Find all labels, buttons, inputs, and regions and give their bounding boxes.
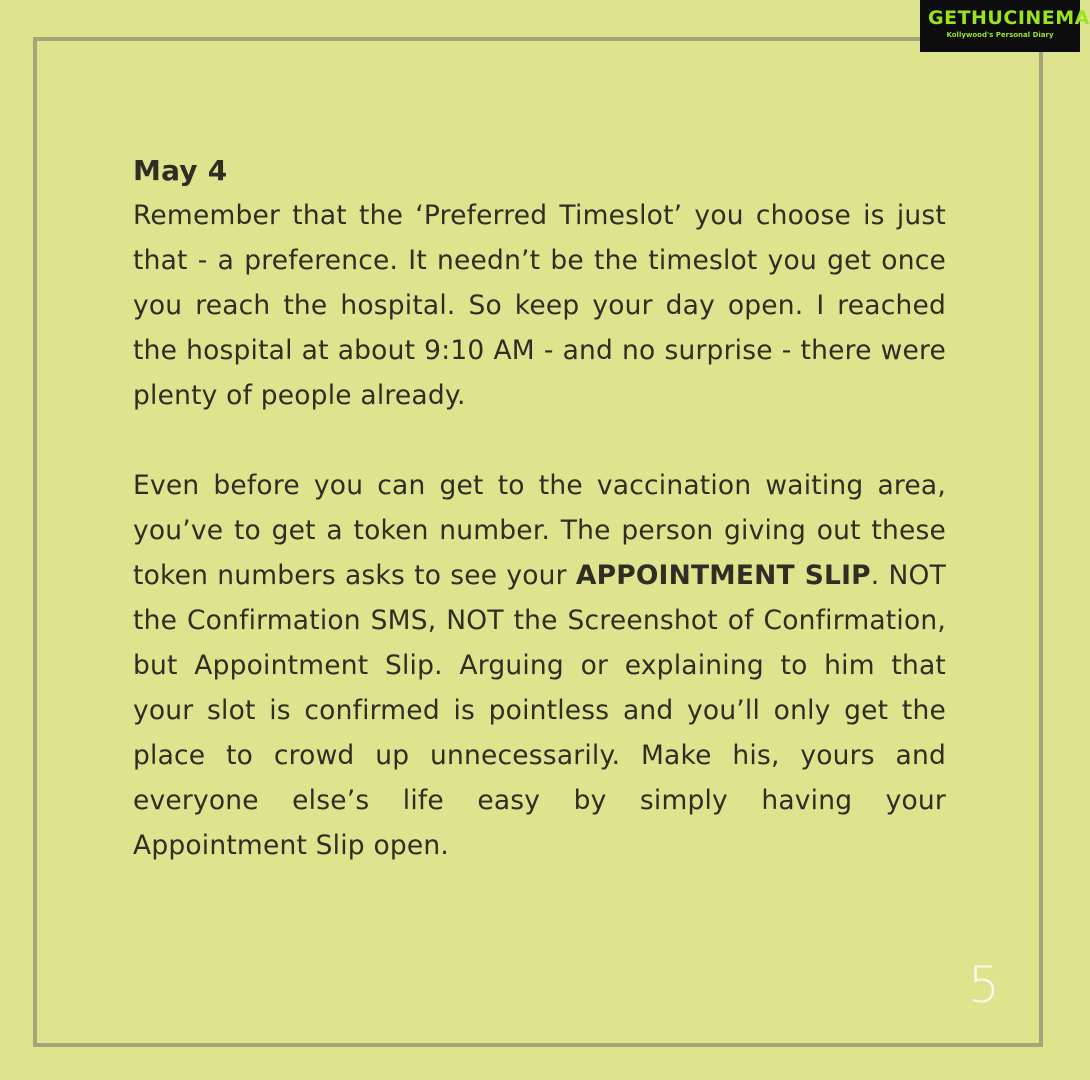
post-content bbox=[133, 148, 946, 868]
paragraph-1: Remember that the ‘Preferred Timeslot’ you choose is just that - a preference. It needn’t be the timeslot you get once you reach the hospital. So keep your day open. I reached the hospital at about 9:10 AM - and no surprise - there were plenty of people already. bbox=[133, 200, 946, 411]
logo-brand-left: GETHU bbox=[928, 7, 1004, 29]
post-date: May 4 bbox=[133, 154, 228, 187]
page-number: 5 bbox=[968, 956, 1000, 1014]
logo-brand-right: CINEMA bbox=[1003, 7, 1090, 29]
paragraph-2 bbox=[133, 463, 946, 868]
gethu-cinema-logo bbox=[920, 0, 1090, 52]
appointment-slip-emphasis: APPOINTMENT SLIP bbox=[575, 560, 871, 591]
logo-brand bbox=[928, 6, 1090, 30]
logo-tagline: Kollywood's Personal Diary bbox=[946, 31, 1054, 39]
paragraph-2-before: Even before you can get to the vaccination waiting area, you’ve to get a token number. The person giving out these token numbers asks to see your bbox=[133, 470, 946, 591]
paragraph-2-after: . NOT the Confirmation SMS, NOT the Screenshot of Confirmation, but Appointment Slip. Arguing or explaining to him that your slot is confirmed is pointless and you’ll only get the place to crowd up unnecessarily. Make his, yours and everyone else’s life easy by simply having your Appointment Slip open. bbox=[133, 560, 946, 861]
